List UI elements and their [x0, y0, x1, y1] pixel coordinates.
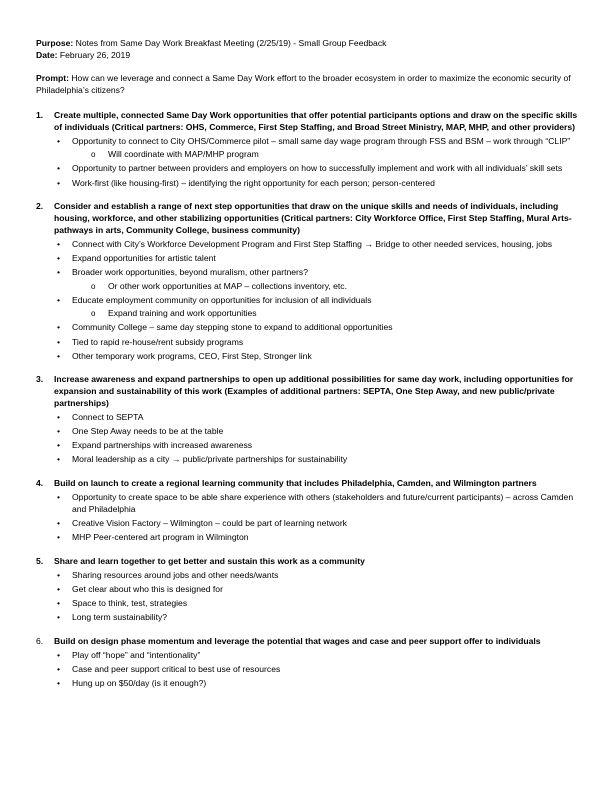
bullet-text: Space to think, test, strategies	[72, 597, 188, 608]
bullet-item	[54, 322, 584, 334]
bullet-item	[54, 570, 584, 582]
bullet-item	[54, 337, 584, 349]
bullet-item	[54, 518, 584, 530]
sections-list	[36, 110, 584, 690]
bullet-text: Other temporary work programs, CEO, First Step, Stronger link	[72, 350, 312, 361]
bullet-list	[54, 570, 584, 624]
bullet-text: Educate employment community on opportunities for inclusion of all individuals	[72, 294, 372, 305]
section-number: 4.	[36, 477, 44, 488]
section-item	[36, 201, 584, 362]
bullet-item	[54, 163, 584, 175]
section-heading: Build on launch to create a regional learning community that includes Philadelphia, Camden, and Wilmington partners	[54, 477, 537, 488]
bullet-item	[54, 267, 584, 292]
bullet-text: MHP Peer-centered art program in Wilmington	[72, 531, 249, 542]
bullet-list	[54, 492, 584, 544]
section-heading: Create multiple, connected Same Day Work opportunities that offer potential participants options and draw on the specific skills of individuals (Critical partners: OHS, Commerce, First Step Staffing, and Broad Street Ministry, MAP, MHP, and other providers)	[54, 109, 578, 132]
bullet-list	[54, 412, 584, 466]
bullet-item	[54, 664, 584, 676]
bullet-item	[54, 178, 584, 190]
bullet-text: Expand partnerships with increased awareness	[72, 440, 253, 451]
section-heading: Build on design phase momentum and leverage the potential that wages and case and peer support offer to individuals	[54, 635, 541, 646]
sub-bullet-list	[72, 281, 584, 293]
purpose-line	[36, 38, 584, 50]
bullet-text: Play off “hope” and “intentionality”	[72, 649, 201, 660]
bullet-item	[54, 650, 584, 662]
bullet-text: Expand opportunities for artistic talent	[72, 252, 216, 263]
purpose-label: Purpose:	[36, 38, 74, 48]
date-line	[36, 50, 584, 62]
section-number: 6.	[36, 635, 44, 646]
bullet-text: Creative Vision Factory – Wilmington – could be part of learning network	[72, 517, 347, 528]
bullet-item	[54, 253, 584, 265]
section-heading: Consider and establish a range of next step opportunities that draw on the unique skills and needs of individuals, including housing, workforce, and other stabilizing opportunities (Critical partners: City Workforce Office, First Step Staffing, Mural Arts- pathways in arts, Community College, business community)	[54, 201, 572, 235]
bullet-text: Community College – same day stepping stone to expand to additional opportunities	[72, 322, 393, 333]
bullet-item	[54, 136, 584, 161]
sub-bullet-item: o Expand training and work opportunities	[72, 308, 584, 320]
section-number: 3.	[36, 374, 44, 385]
bullet-item	[54, 678, 584, 690]
bullet-text: Hung up on $50/day (is it enough?)	[72, 677, 207, 688]
bullet-text: Tied to rapid re-house/rent subsidy programs	[72, 336, 244, 347]
bullet-text: Get clear about who this is designed for	[72, 583, 223, 594]
bullet-text: Opportunity to partner between providers and employers on how to successfully implement and work with all individuals’ skill sets	[72, 163, 563, 174]
bullet-item	[54, 612, 584, 624]
bullet-text: Connect to SEPTA	[72, 411, 144, 422]
section-item	[36, 374, 584, 465]
date-text: February 26, 2019	[57, 49, 131, 60]
date-label: Date:	[36, 49, 58, 60]
bullet-list	[54, 136, 584, 190]
bullet-text: Case and peer support critical to best use of resources	[72, 663, 281, 674]
bullet-item	[54, 440, 584, 452]
sub-bullet-item: o Or other work opportunities at MAP – collections inventory, etc.	[72, 281, 584, 293]
bullet-text: Long term sustainability?	[72, 611, 168, 622]
bullet-text: Connect with City’s Workforce Development Program and First Step Staffing → Bridge to other needed services, housing, jobs	[72, 238, 553, 249]
section-number: 1.	[36, 109, 44, 120]
bullet-list	[54, 239, 584, 363]
bullet-text: Opportunity to create space to be able share experience with others (stakeholders and future/current participants) – across Camden and Philadelphia	[72, 491, 574, 514]
bullet-item	[54, 239, 584, 251]
bullet-item	[54, 492, 584, 515]
section-item	[36, 556, 584, 624]
bullet-text: Sharing resources around jobs and other needs/wants	[72, 569, 279, 580]
bullet-item	[54, 532, 584, 544]
bullet-item	[54, 426, 584, 438]
section-item	[36, 478, 584, 544]
bullet-text: Moral leadership as a city → public/private partnerships for sustainability	[72, 454, 348, 465]
section-heading: Increase awareness and expand partnerships to open up additional possibilities for same day work, including opportunities for expansion and sustainability of this work (Examples of additional partners: SEPTA, One Step Away, and new public/private partnerships)	[54, 374, 574, 408]
bullet-item	[54, 351, 584, 363]
bullet-text: Work-first (like housing-first) – identifying the right opportunity for each person; person-centered	[72, 177, 435, 188]
prompt-text: How can we leverage and connect a Same Day Work effort to the broader ecosystem in order to maximize the economic security of Philadelphia’s citizens?	[36, 73, 571, 96]
bullet-text: One Step Away needs to be at the table	[72, 425, 224, 436]
prompt-paragraph	[36, 73, 584, 96]
sub-bullet-item: o Will coordinate with MAP/MHP program	[72, 149, 584, 161]
sub-bullet-list	[72, 149, 584, 161]
section-number: 5.	[36, 555, 44, 566]
prompt-label: Prompt:	[36, 73, 69, 84]
bullet-text: Broader work opportunities, beyond muralism, other partners?	[72, 266, 308, 277]
section-item	[36, 110, 584, 189]
bullet-text: Opportunity to connect to City OHS/Commerce pilot – small same day wage program through FSS and BSM – work through “CLIP”	[72, 135, 571, 146]
bullet-list	[54, 650, 584, 690]
bullet-item	[54, 454, 584, 466]
bullet-item	[54, 412, 584, 424]
bullet-item	[54, 295, 584, 320]
section-item	[36, 636, 584, 690]
sub-bullet-list	[72, 308, 584, 320]
section-heading: Share and learn together to get better and sustain this work as a community	[54, 555, 365, 566]
purpose-text: Notes from Same Day Work Breakfast Meeting (2/25/19) - Small Group Feedback	[73, 38, 387, 48]
bullet-item	[54, 584, 584, 596]
document-page	[36, 38, 584, 690]
section-number: 2.	[36, 201, 44, 212]
bullet-item	[54, 598, 584, 610]
